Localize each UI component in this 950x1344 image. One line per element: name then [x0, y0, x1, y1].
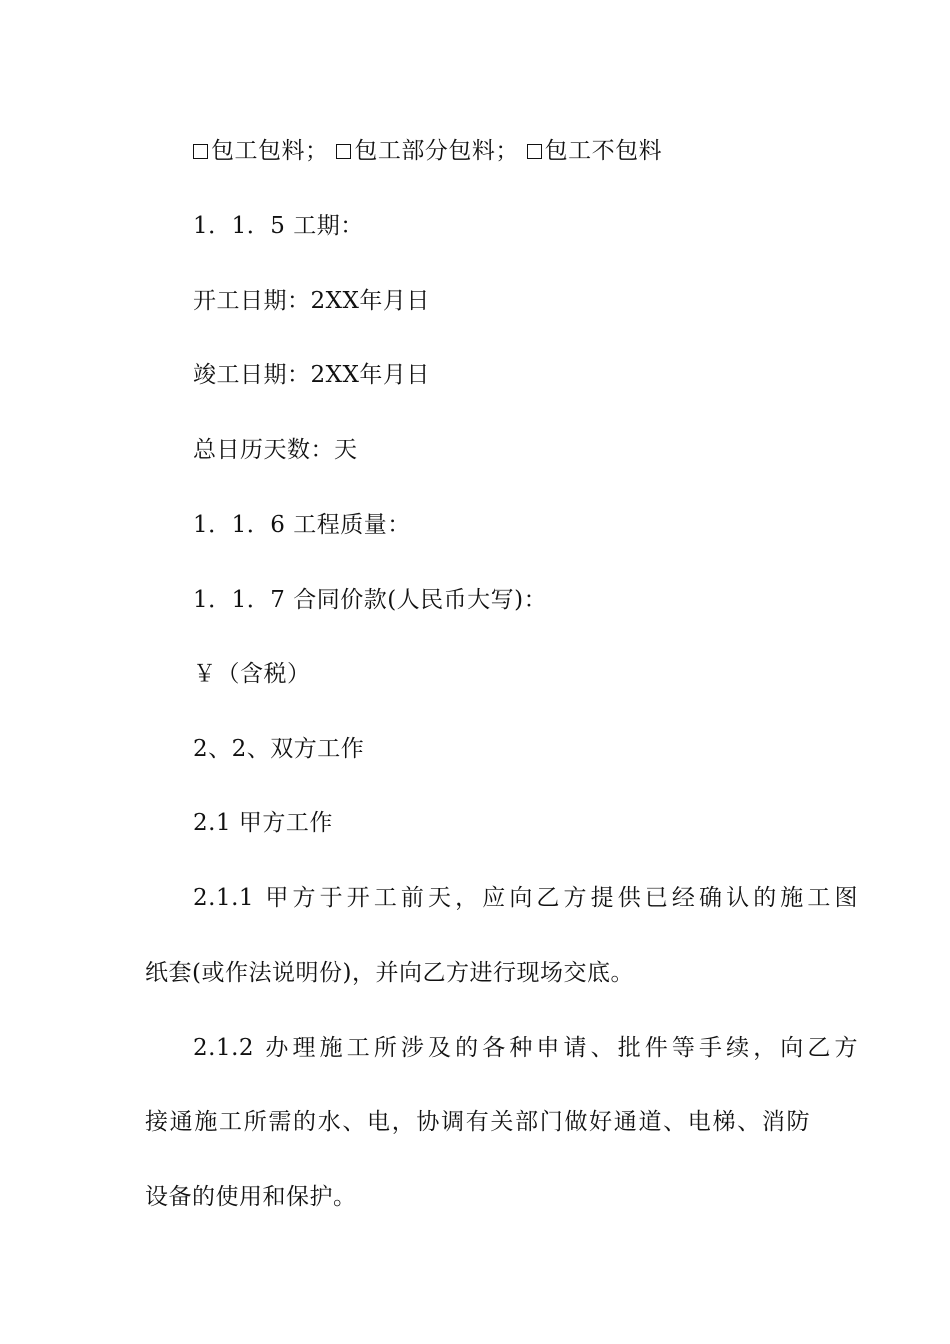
option-separator: ； [305, 138, 329, 164]
checkbox-icon[interactable] [336, 144, 351, 159]
option-label: 包工部分包料 [354, 138, 496, 164]
option-label: 包工包料 [211, 138, 305, 164]
section-2-heading: 2、2、双方工作 [193, 736, 365, 762]
option-partial-package[interactable] [336, 138, 519, 164]
checkbox-icon[interactable] [527, 144, 542, 159]
clause-2-1-1-line-2: 纸套(或作法说明份)，并向乙方进行现场交底。 [145, 960, 634, 986]
section-2-1-heading: 2.1 甲方工作 [193, 810, 333, 836]
end-date: 竣工日期：2XX年月日 [193, 362, 430, 388]
option-full-package[interactable] [193, 138, 329, 164]
start-date: 开工日期：2XX年月日 [193, 288, 430, 314]
section-1-1-7-heading: 1．1．7 合同价款(人民币大写)： [193, 587, 548, 613]
price-tax-line: ￥（含税） [193, 661, 311, 687]
option-separator: ； [495, 138, 519, 164]
option-labor-only[interactable] [527, 138, 663, 164]
clause-2-1-2-line-2: 接通施工所需的水、电，协调有关部门做好通道、电梯、消防 [145, 1109, 810, 1135]
section-1-1-6-heading: 1．1．6 工程质量： [193, 512, 411, 538]
clause-2-1-1-line-1: 2.1.1 甲方于开工前天，应向乙方提供已经确认的施工图 [193, 885, 858, 911]
contract-mode-options [145, 136, 858, 166]
option-label: 包工不包料 [544, 138, 663, 164]
section-1-1-5-heading: 1．1．5 工期： [193, 213, 364, 239]
clause-2-1-2-line-1: 2.1.2 办理施工所涉及的各种申请、批件等手续，向乙方 [193, 1035, 858, 1061]
clause-2-1-2-line-3: 设备的使用和保护。 [145, 1184, 357, 1210]
total-days: 总日历天数：天 [193, 437, 358, 463]
checkbox-icon[interactable] [193, 144, 208, 159]
